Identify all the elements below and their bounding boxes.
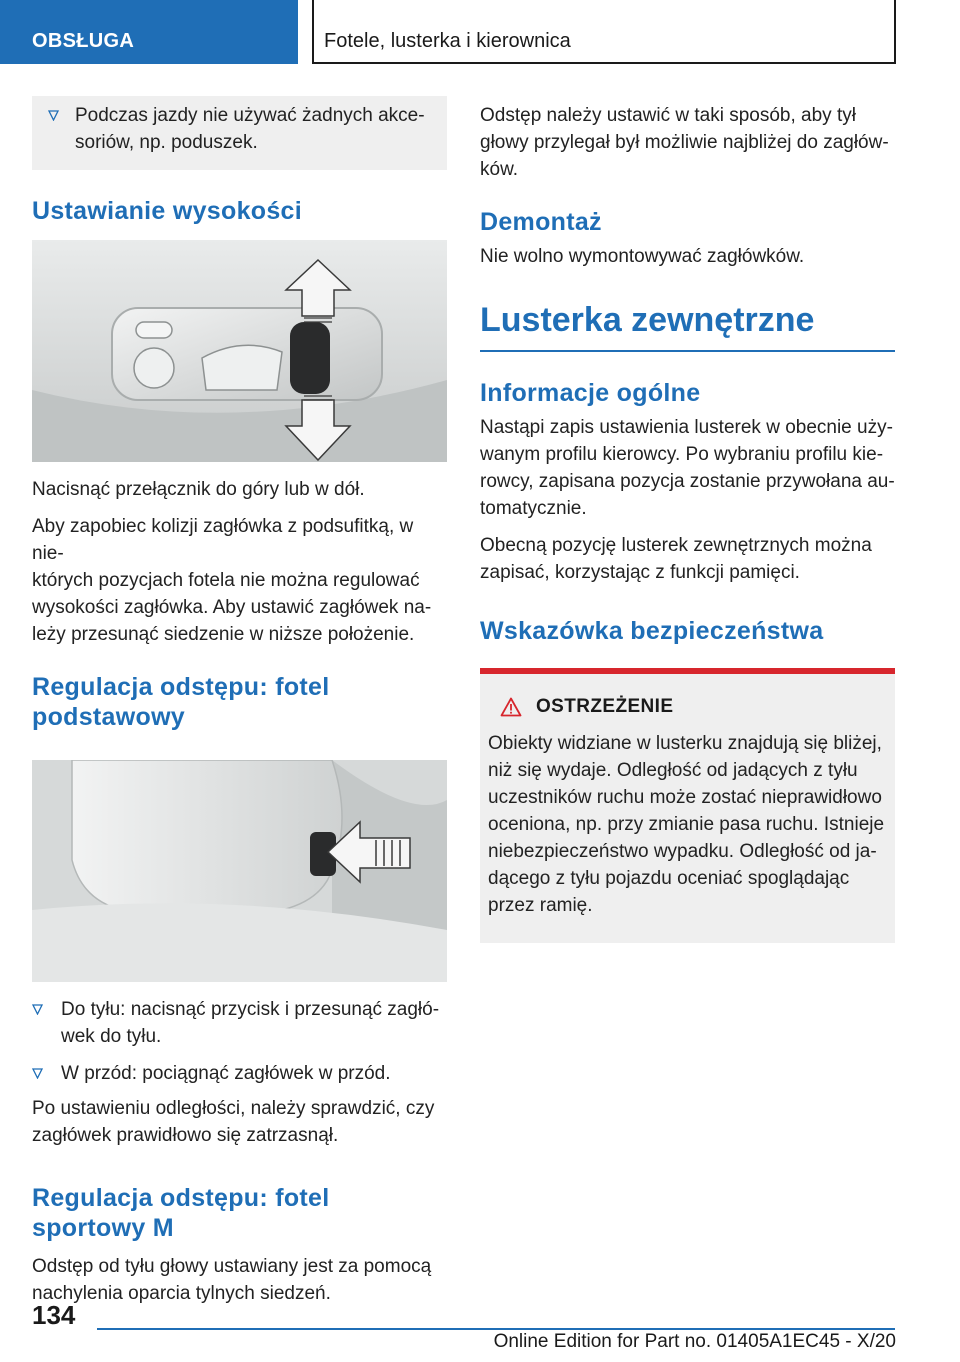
seat-switch-illustration [32, 240, 447, 462]
warning-text: Obiekty widziane w lusterku znajdują się bliżej, niż się wydaje. Odległość od jadących z tyłu uczestników ruchu może zostać nieprawidłowo oceniona, np. przy zmianie pasa ruchu. Istnieje niebezpieczeństwo wypadku. Odległość od ja- dącego z tyłu pojazdu oceniać spoglądając przez ramię. [488, 733, 885, 916]
list-item [32, 1060, 447, 1087]
heading-distance-sport: Regulacja odstępu: fotel sportowy M [32, 1184, 330, 1242]
warning-title: OSTRZEŻENIE [536, 696, 674, 717]
headrest-illustration [32, 760, 447, 982]
paragraph: Odstęp od tyłu głowy ustawiany jest za pomocą nachylenia oparcia tylnych siedzeń. [32, 1256, 432, 1304]
warning-body [480, 674, 895, 943]
section-title: OBSŁUGA [32, 30, 135, 52]
paragraph: Nacisnąć przełącznik do góry lub w dół. [32, 479, 365, 500]
section-tab [0, 0, 298, 64]
bullet-back-text: Do tyłu: nacisnąć przycisk i przesunąć zagłó- wek do tyłu. [61, 999, 440, 1047]
heading-general: Informacje ogólne [480, 379, 701, 407]
footer-edition: Online Edition for Part no. 01405A1EC45 - X/20 [493, 1331, 896, 1352]
right-column [480, 96, 895, 943]
paragraph: Odstęp należy ustawić w taki sposób, aby tył głowy przylegał był możliwie najbliżej do zagłów- ków. [480, 105, 889, 180]
figure-seat-switch [32, 240, 447, 462]
warning-header [488, 694, 887, 720]
bullet-triangle-icon [32, 1068, 43, 1079]
bullet-front-text: W przód: pociągnąć zagłówek w przód. [61, 1063, 391, 1084]
paragraph: Nie wolno wymontowywać zagłówków. [480, 246, 805, 267]
bullet-triangle-icon [48, 110, 59, 121]
heading-removal: Demontaż [480, 208, 602, 236]
warning-triangle-icon [500, 697, 522, 717]
paragraph: Obecną pozycję lusterek zewnętrznych można zapisać, korzystając z funkcji pamięci. [480, 535, 872, 583]
list-item [32, 996, 447, 1050]
paragraph: Nastąpi zapis ustawienia lusterek w obecnie uży- wanym profilu kierowcy. Po wybraniu profilu kie- rowcy, zapisana pozycja zostanie przywołana au- tomatycznie. [480, 417, 895, 519]
warning-box [480, 668, 895, 943]
page-number: 134 [32, 1300, 76, 1330]
intro-note [32, 96, 447, 170]
chapter-header [312, 0, 896, 64]
paragraph: Aby zapobiec kolizji zagłówka z podsufitką, w nie- których pozycjach fotela nie można regulować wysokości zagłówka. Aby ustawić zagłówek na- leży przesunąć siedzenie w niższe położenie. [32, 516, 432, 645]
list-item [48, 102, 431, 156]
footer-rule [97, 1328, 895, 1330]
paragraph: Po ustawieniu odległości, należy sprawdzić, czy zagłówek prawidłowo się zatrzasnął. [32, 1098, 435, 1146]
bullet-triangle-icon [32, 1004, 43, 1015]
chapter-title: Fotele, lusterka i kierownica [324, 30, 571, 52]
heading-safety: Wskazówka bezpieczeństwa [480, 617, 824, 645]
heading-rule [480, 350, 895, 352]
heading-mirrors: Lusterka zewnętrzne [480, 301, 815, 339]
figure-headrest [32, 760, 447, 982]
distance-bullets [32, 996, 447, 1087]
left-column [32, 96, 447, 1307]
heading-distance-basic: Regulacja odstępu: fotel podstawowy [32, 673, 330, 731]
intro-bullet-text: Podczas jazdy nie używać żadnych akce- soriów, np. poduszek. [75, 105, 425, 153]
heading-height: Ustawianie wysokości [32, 197, 303, 225]
